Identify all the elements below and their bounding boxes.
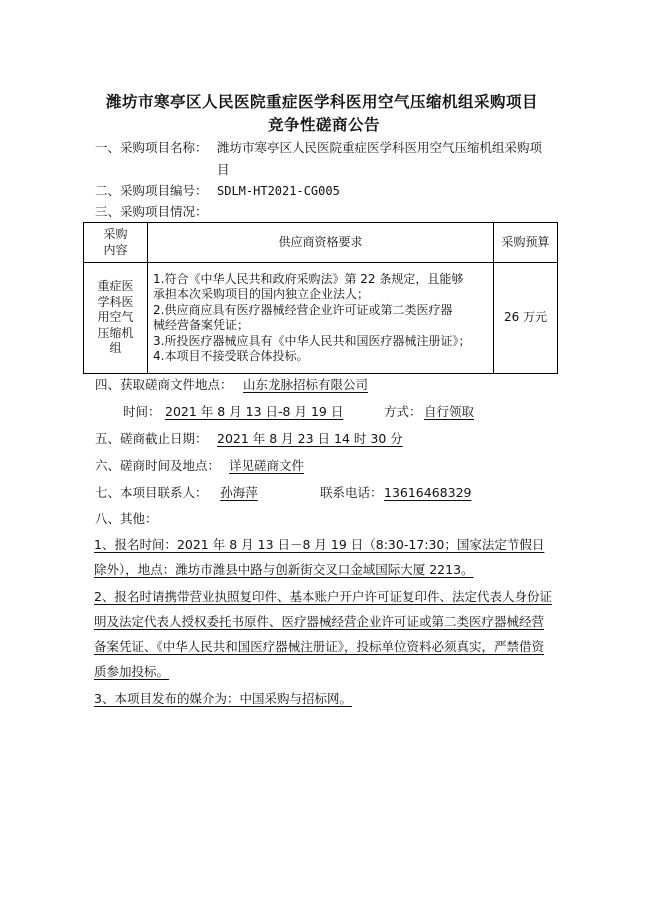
item8-label: 八、其他： — [95, 511, 158, 526]
header-content: 采购 内容 — [84, 223, 148, 263]
phone-label: 联系电话： — [320, 485, 383, 500]
item5-value: 2021 年 8 月 23 日 14 时 30 分 — [217, 431, 403, 446]
item4-label: 四、获取磋商文件地点： — [95, 377, 233, 392]
item5-label: 五、磋商截止日期： — [95, 431, 208, 446]
time-value: 2021 年 8 月 13 日-8 月 19 日 — [165, 404, 344, 419]
item2-label: 二、采购项目编号： — [95, 183, 208, 198]
item1-label: 一、采购项目名称： — [95, 140, 208, 155]
method-label: 方式： — [384, 404, 422, 419]
title-line-2: 竞争性磋商公告 — [268, 116, 381, 134]
item3-label: 三、采购项目情况： — [95, 204, 208, 219]
note-1: 1、报名时间：2021 年 8 月 13 日－8 月 19 日（8:30-17:30；国家法定节假日除外），地点：潍坊市潍县中路与创新街交叉口金域国际大厦 2213。 — [94, 537, 545, 577]
budget-cell: 26 万元 — [494, 263, 558, 374]
item1-value: 潍坊市寒亭区人民医院重症医学科医用空气压缩机组采购项 — [217, 140, 543, 155]
table-row — [84, 263, 558, 374]
item7-label: 七、本项目联系人： — [95, 485, 208, 500]
phone-value: 13616468329 — [384, 485, 472, 500]
header-budget: 采购预算 — [494, 223, 558, 263]
note-2: 2、报名时请携带营业执照复印件、基本账户开户许可证复印件、法定代表人身份证明及法定代表人授权委托书原件、医疗器械经营企业许可证或第二类医疗器械经营备案凭证、《中华人民共和国医疗器械注册证》，投标单位资料必须真实，严禁借资质参加投标。 — [94, 589, 552, 679]
table-header-row — [84, 223, 558, 263]
time-label: 时间： — [123, 404, 161, 419]
header-qualifications: 供应商资格要求 — [148, 223, 494, 263]
item1-value-cont: 目 — [217, 162, 230, 177]
requirements-cell: 1.符合《中华人民共和政府采购法》第 22 条规定，且能够 承担本次采购项目的国内独立企业法人； 2.供应商应具有医疗器械经营企业许可证或第二类医疗器 械经营备案凭证； 3.所投医疗器械应具有《中华人民共和国医疗器械注册证》； 4.本项目不接受联合体投标。 — [148, 263, 494, 374]
title-line-1: 潍坊市寒亭区人民医院重症医学科医用空气压缩机组采购项目 — [106, 93, 539, 111]
item4-value: 山东龙脉招标有限公司 — [243, 377, 369, 392]
item6-value: 详见磋商文件 — [229, 458, 305, 473]
item7-value: 孙海萍 — [220, 485, 258, 500]
procurement-table — [83, 222, 558, 374]
item2-value: SDLM-HT2021-CG005 — [217, 184, 340, 198]
method-value: 自行领取 — [424, 404, 475, 419]
item6-label: 六、磋商时间及地点： — [95, 458, 221, 473]
content-cell: 重症医 学科医 用空气 压缩机 组 — [84, 263, 148, 374]
note-3: 3、本项目发布的媒介为：中国采购与招标网。 — [94, 691, 352, 706]
